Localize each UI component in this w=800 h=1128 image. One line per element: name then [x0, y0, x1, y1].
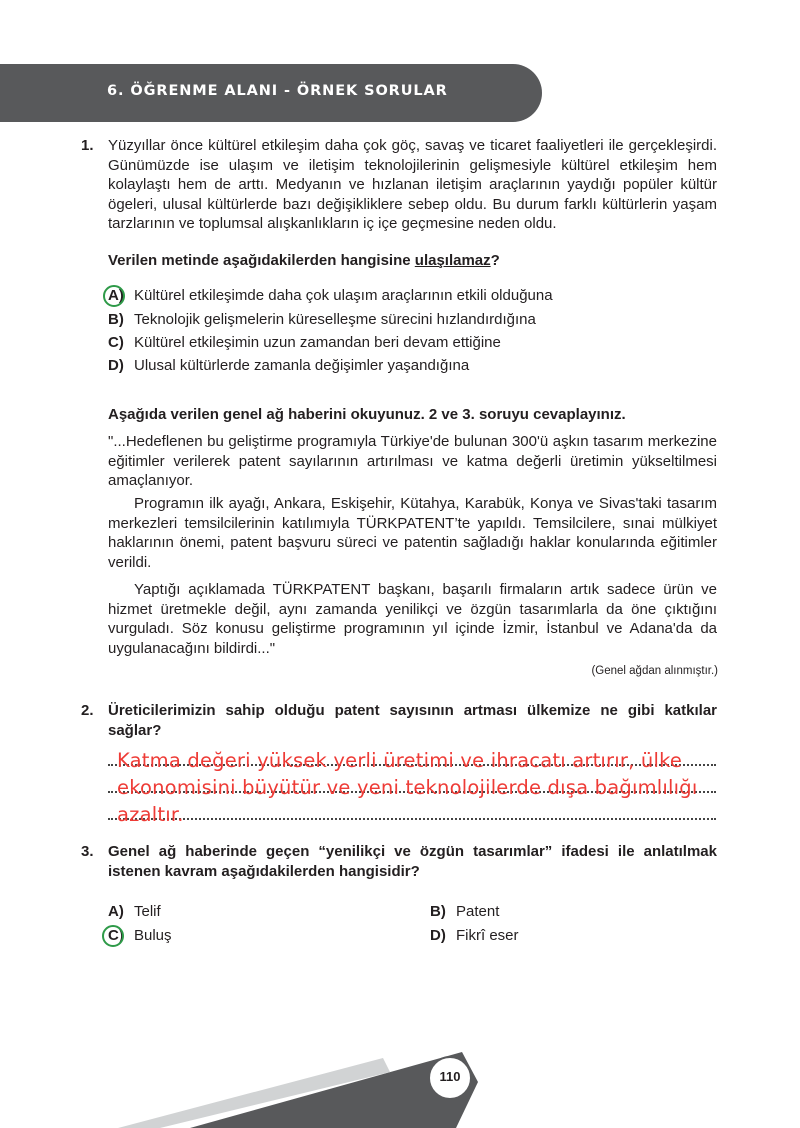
q1-option-d[interactable]: D) Ulusal kültürlerde zamanla değişimler yaşandığına: [108, 357, 470, 374]
question-1-text: Yüzyıllar önce kültürel etkileşim daha çok göç, savaş ve ticaret faaliyetleri ile gerçekleşirdi. Günümüzde ise ulaşım ve iletişim teknolojilerinin gelişmesiyle kültürel etkileşim hem kolaylaştı hem de arttı. Medyanın ve hızlanan iletişim araçlarının yaydığı popüler kültür ögeleri, ulusal kültürlerde bazı değişikliklere sebep oldu. Bu durum farklı kültürlerin yaşam tarzlarının ve toplumsal alışkanlıkların iç içe geçmesine neden oldu.: [108, 137, 717, 232]
q3-option-c[interactable]: C) Buluş: [108, 927, 172, 944]
q1-option-b[interactable]: B) Teknolojik gelişmelerin küreselleşme sürecini hızlandırdığına: [108, 311, 536, 328]
question-2-text: Üreticilerimizin sahip olduğu patent sayısının artması ülkemize ne gibi katkılar sağlar?: [108, 702, 717, 739]
passage-paragraph-3: Yaptığı açıklamada TÜRKPATENT başkanı, başarılı firmaların artık sadece ürün ve hizmet üretmekle değil, aynı zamanda yenilikçi ve özgün tasarımlarla da öne çıktığını vurguladı. Söz konusu geliştirme programının yıl içinde İzmir, İstanbul ve Adana'da da uygulanacağını bildirdi...": [108, 581, 717, 657]
page-number: 110: [439, 1069, 461, 1084]
passage-paragraph-1: "...Hedeflenen bu geliştirme programıyla Türkiye'de bulunan 300'ü aşkın tasarım merkezine eğitimler verilerek patent sayılarının artırılması ve katma değerli üretimin yükseltilmesi amaçlanıyor.: [108, 433, 717, 489]
answer-circle-q3: [102, 925, 124, 947]
q3-option-a[interactable]: A) Telif: [108, 903, 161, 920]
question-3-text: Genel ağ haberinde geçen “yenilikçi ve özgün tasarımlar” ifadesi ile anlatılmak istenen kavram aşağıdakilerden hangisidir?: [108, 843, 717, 880]
q1-option-c[interactable]: C) Kültürel etkileşimin uzun zamandan beri devam ettiğine: [108, 334, 501, 351]
q1-option-a[interactable]: A) Kültürel etkileşimde daha çok ulaşım araçlarının etkili olduğuna: [108, 287, 553, 304]
answer-circle-q1: [103, 285, 125, 307]
question-1-prompt: Verilen metinde aşağıdakilerden hangisine ulaşılamaz?: [108, 252, 500, 269]
footer-decoration: [0, 1020, 800, 1128]
passage-instruction: Aşağıda verilen genel ağ haberini okuyunuz. 2 ve 3. soruyu cevaplayınız.: [108, 406, 626, 423]
question-3-number: 3.: [81, 843, 94, 860]
source-note: (Genel ağdan alınmıştır.): [591, 665, 718, 677]
question-2-number: 2.: [81, 702, 94, 719]
question-1-number: 1.: [81, 137, 94, 154]
underlined-keyword: ulaşılamaz: [414, 252, 491, 269]
page-title: 6. ÖĞRENME ALANI - ÖRNEK SORULAR: [107, 83, 448, 99]
handwritten-answer: Katma değeri yüksek yerli üretimi ve ihracatı artırır, ülke ekonomisini büyütür ve yeni teknolojilerde dışa bağımlılığı azaltır.: [117, 749, 698, 826]
q3-option-d[interactable]: D) Fikrî eser: [430, 927, 519, 944]
q3-option-b[interactable]: B) Patent: [430, 903, 500, 920]
passage-paragraph-2: Programın ilk ayağı, Ankara, Eskişehir, Kütahya, Karabük, Konya ve Sivas'taki tasarım merkezleri temsilcilerinin katılımıyla TÜRKPATENT’te yapıldı. Temsilcilere, sınai mülkiyet haklarının önemi, patent başvuru süreci ve patentin sağladığı haklar konularında eğitimler verildi.: [108, 495, 717, 571]
